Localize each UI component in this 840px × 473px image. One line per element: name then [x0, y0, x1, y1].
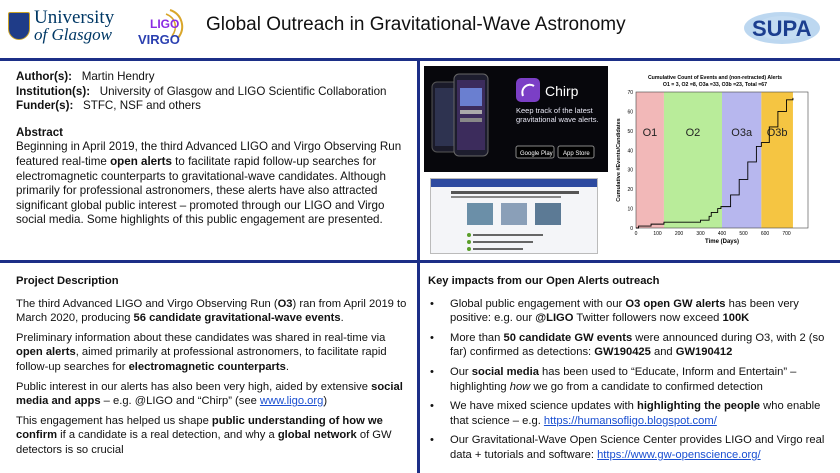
y-tick-label: 20 — [627, 187, 633, 194]
key-impacts-section — [428, 274, 828, 468]
author-label: Author(s): — [16, 70, 73, 83]
chirp-tagline: Keep track of the latest gravitational wave alerts. — [516, 106, 599, 124]
impacts-title: Key impacts from our Open Alerts outreach — [428, 275, 660, 287]
run-label: O3b — [766, 127, 788, 139]
y-tick-label: 50 — [627, 128, 633, 135]
chart-subtitle: O1 = 3, O2 =8, O3a =33, O3b =23, Total =67 — [662, 82, 768, 88]
project-description-section — [16, 274, 408, 463]
author-value: Martin Hendry — [81, 70, 155, 83]
abstract-text: Beginning in April 2019, the third Advanced LIGO and Virgo Observing Run featured real-time open alerts to facilitate rapid follow-up searches for electromagnetic counterparts to gravitational-wave candidates. Although primarily for professional astronomers, these alerts have also attracted significant global public interest – promoted through our LIGO and Virgo social media. Some highlights of this public engagement are presented. — [16, 140, 402, 227]
impact-item: • Our Gravitational-Wave Open Science Center provides LIGO and Virgo real data + tutorials and software: https://www.gw-openscience.org/ — [428, 433, 828, 462]
cumulative-alerts-chart — [612, 74, 818, 246]
gw-website-screenshot — [430, 178, 598, 254]
run-label: O2 — [685, 127, 701, 139]
institution-label: Institution(s): — [16, 84, 91, 98]
run-label: O1 — [642, 127, 658, 139]
humans-of-ligo-link[interactable]: https://humansofligo.blogspot.com/ — [543, 414, 717, 427]
app-store-badge: App Store — [563, 151, 590, 157]
ligo-virgo-logo — [132, 6, 188, 48]
chart-title: Cumulative Count of Events and (non-retracted) Alerts — [647, 75, 783, 81]
x-axis-label: Time (Days) — [705, 239, 739, 245]
run-region — [761, 92, 793, 228]
project-paragraph-1: The third Advanced LIGO and Virgo Observing Run (O3) ran from April 2019 to March 2020, producing 56 candidate gravitational-wave events. — [16, 297, 407, 325]
x-tick-label: 600 — [760, 231, 770, 237]
y-tick-label: 70 — [627, 90, 633, 96]
impact-item: • Global public engagement with our O3 open GW alerts has been very positive: e.g. our @LIGO Twitter followers now exceed 100K — [428, 297, 828, 326]
gw-openscience-link[interactable]: https://www.gw-openscience.org/ — [597, 448, 761, 461]
y-tick-label: 40 — [627, 148, 633, 155]
y-tick-label: 10 — [627, 206, 633, 213]
header-divider — [0, 58, 840, 61]
vertical-divider — [417, 58, 420, 473]
supa-text: SUPA — [752, 16, 812, 41]
run-region — [722, 92, 761, 228]
impact-item: • Our social media has been used to “Educate, Inform and Entertain” – highlighting how we go from a candidate to confirmed detection — [428, 365, 828, 394]
university-of-glasgow-logo — [8, 6, 126, 46]
impact-item: • We have mixed science updates with highlighting the people who enable that science – e.g. https://humansofligo.blogspot.com/ — [428, 399, 828, 428]
project-paragraph-2: Preliminary information about these candidates was shared in real-time via open alerts, aimed primarily at professional astronomers, to facilitate rapid follow-up searches for electromagnetic counterparts. — [16, 331, 387, 373]
run-region — [664, 92, 722, 228]
x-tick-label: 400 — [717, 231, 727, 237]
project-paragraph-3: Public interest in our alerts has also been very high, aided by extensive social media and apps – e.g. @LIGO and “Chirp” (see www.ligo.org) — [16, 380, 403, 408]
middle-divider — [0, 260, 840, 263]
x-tick-label: 300 — [696, 231, 705, 237]
x-tick-label: 500 — [739, 231, 748, 237]
funder-value: STFC, NSF and others — [83, 99, 201, 113]
virgo-text: VIRGO — [138, 32, 180, 47]
funder-label: Funder(s): — [16, 99, 74, 113]
x-tick-label: 100 — [653, 231, 662, 237]
y-tick-label: 30 — [627, 167, 633, 174]
ligo-website-link[interactable]: www.ligo.org — [259, 395, 324, 408]
funder-row — [16, 99, 408, 114]
project-title: Project Description — [16, 275, 119, 287]
chirp-app-name: Chirp — [545, 83, 579, 99]
y-tick-label: 60 — [627, 109, 633, 116]
y-tick-label: 0 — [630, 226, 633, 232]
google-play-badge: Google Play — [520, 151, 553, 157]
institution-value: University of Glasgow and LIGO Scientific Collaboration — [99, 84, 387, 98]
chirp-app-image — [424, 66, 608, 172]
institution-row — [16, 85, 408, 100]
abstract-title: Abstract — [16, 125, 64, 139]
x-tick-label: 200 — [674, 231, 684, 237]
crest-icon — [8, 12, 30, 40]
supa-logo — [742, 8, 822, 46]
project-paragraph-4: This engagement has helped us shape public understanding of how we confirm if a candidate is a real detection, and why a global network of GW detectors is so crucial — [16, 414, 392, 456]
impact-item: • More than 50 candidate GW events were announced during O3, with 2 (so far) confirmed as detections: GW190425 and GW190412 — [428, 331, 828, 360]
abstract-section — [16, 70, 408, 228]
x-tick-label: 0 — [634, 231, 638, 237]
ligo-text: LIGO — [150, 17, 180, 31]
uog-line1: University — [34, 7, 115, 28]
author-row — [16, 70, 408, 85]
run-label: O3a — [731, 127, 753, 139]
poster-title: Global Outreach in Gravitational-Wave Astronomy — [206, 14, 626, 35]
y-axis-label: Cumulative #Events/Candidates — [616, 118, 622, 202]
x-tick-label: 700 — [782, 231, 791, 237]
run-region — [636, 92, 664, 228]
uog-line2: of Glasgow — [34, 25, 112, 44]
